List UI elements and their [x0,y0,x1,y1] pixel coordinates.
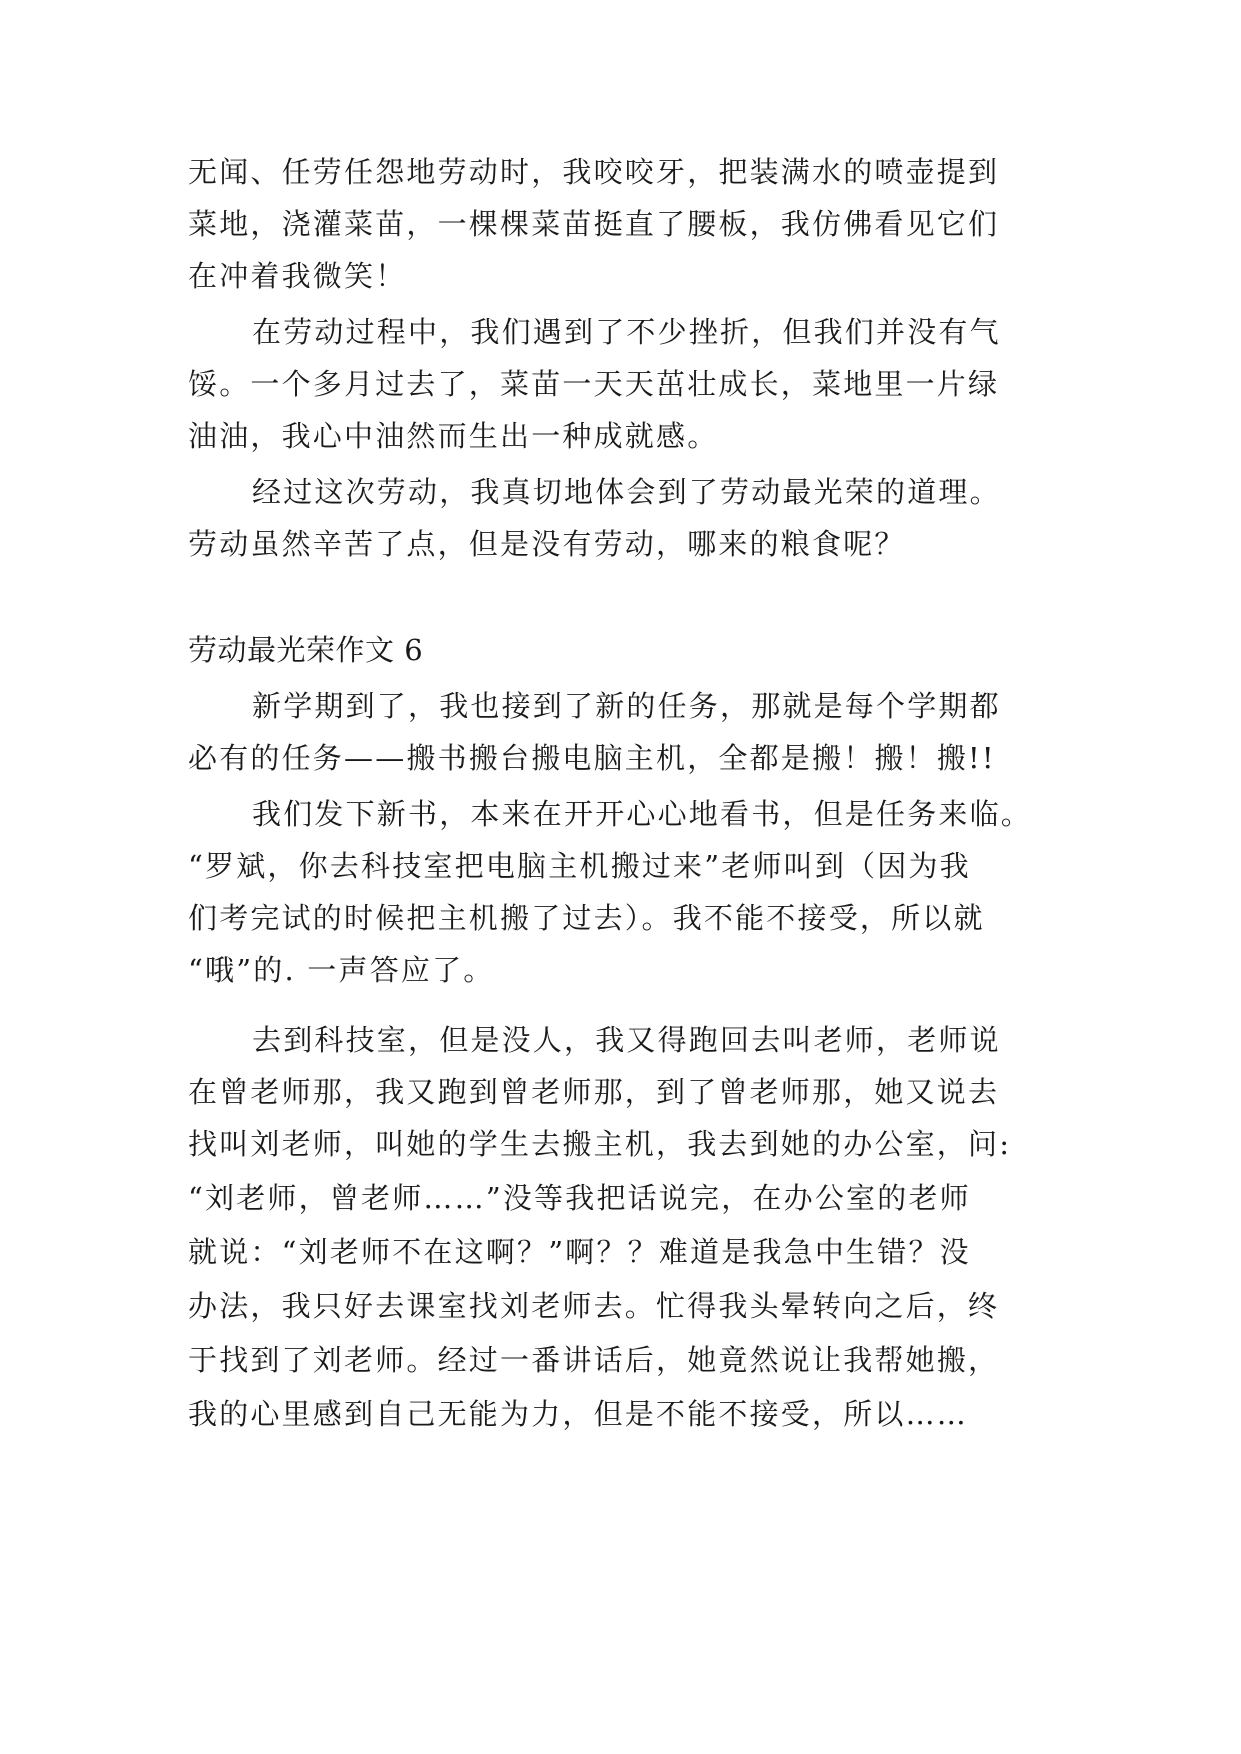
text-line: 就说：“刘老师不在这啊？”啊？？难道是我急中生错？没 [188,1235,971,1269]
text-line: 在曾老师那，我又跑到曾老师那，到了曾老师那，她又说去 [188,1075,1000,1109]
paragraph-start: 新学期到了，我也接到了新的任务，那就是每个学期都 [252,689,1001,723]
text-line: 菜地，浇灌菜苗，一棵棵菜苗挺直了腰板，我仿佛看见它们 [188,207,1000,241]
paragraph-start: 去到科技室，但是没人，我又得跑回去叫老师，老师说 [252,1023,1001,1057]
text-line: “刘老师，曾老师……”没等我把话说完，在办公室的老师 [188,1181,971,1215]
text-line: 劳动虽然辛苦了点，但是没有劳动，哪来的粮食呢？ [188,527,906,561]
text-line: 无闻、任劳任怨地劳动时，我咬咬牙，把装满水的喷壶提到 [188,155,1000,189]
paragraph-start: 在劳动过程中，我们遇到了不少挫折，但我们并没有气 [252,315,1001,349]
text-line: “哦”的. 一声答应了。 [188,953,495,987]
paragraph-start: 我们发下新书，本来在开开心心地看书，但是任务来临。 [252,797,1033,831]
text-line: 必有的任务——搬书搬台搬电脑主机，全都是搬！搬！搬!! [188,741,996,775]
text-line: 找叫刘老师，叫她的学生去搬主机，我去到她的办公室，问: [188,1127,1012,1161]
text-line: 办法，我只好去课室找刘老师去。忙得我头晕转向之后，终 [188,1289,1000,1323]
text-line: 于找到了刘老师。经过一番讲话后，她竟然说让我帮她搬， [188,1343,1000,1377]
text-line: “罗斌，你去科技室把电脑主机搬过来”老师叫到（因为我 [188,849,971,883]
text-line: 们考完试的时候把主机搬了过去）。我不能不接受，所以就 [188,901,985,935]
text-line: 馁。一个多月过去了，菜苗一天天茁壮成长，菜地里一片绿 [188,367,1000,401]
text-line: 油油，我心中油然而生出一种成就感。 [188,419,719,453]
section-heading: 劳动最光荣作文 6 [188,633,424,667]
paragraph-start: 经过这次劳动，我真切地体会到了劳动最光荣的道理。 [252,475,1001,509]
text-line: 我的心里感到自己无能为力，但是不能不接受，所以…… [188,1397,969,1431]
text-line: 在冲着我微笑！ [188,259,407,293]
